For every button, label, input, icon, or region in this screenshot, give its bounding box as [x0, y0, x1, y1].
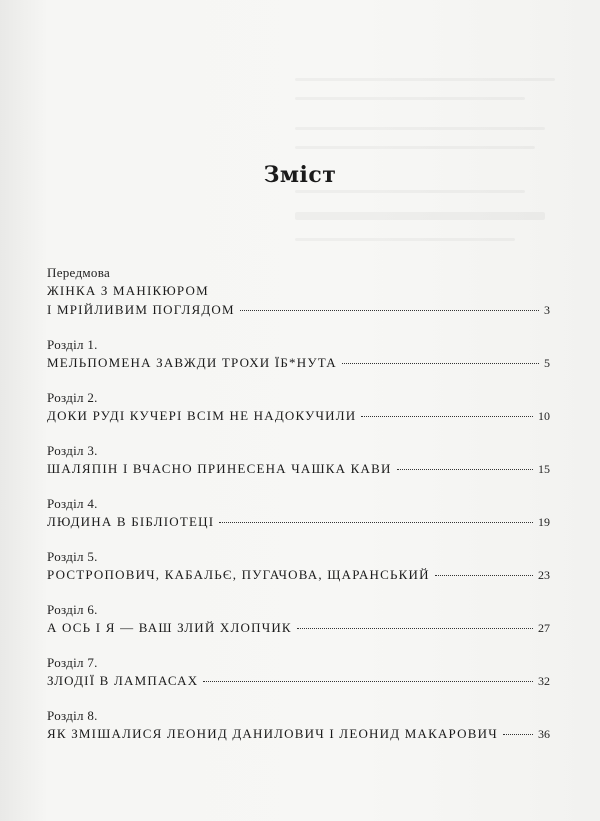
toc-entry-row[interactable]	[47, 512, 550, 532]
show-through-line	[295, 146, 535, 149]
toc-entry-chapter-8	[47, 707, 550, 744]
show-through-line	[295, 190, 525, 193]
toc-entry-label: Розділ 7.	[47, 655, 98, 670]
toc-entry-label: Розділ 6.	[47, 602, 98, 617]
dot-leader	[361, 416, 533, 417]
toc-page-number: 10	[538, 409, 550, 423]
toc-entry-title: ЛЮДИНА В БІБЛІОТЕЦІ	[47, 514, 215, 529]
toc-page-number: 19	[538, 515, 550, 529]
toc-page-number: 3	[544, 303, 550, 317]
toc-entry-chapter-1	[47, 336, 550, 373]
table-of-contents	[47, 264, 550, 760]
toc-entry-chapter-5	[47, 548, 550, 585]
toc-entry-row[interactable]	[47, 459, 550, 479]
dot-leader	[503, 734, 533, 735]
toc-entry-row[interactable]	[47, 406, 550, 426]
toc-entry-chapter-3	[47, 442, 550, 479]
toc-entry-row[interactable]	[47, 671, 550, 691]
show-through-line	[295, 212, 545, 220]
dot-leader	[435, 575, 533, 576]
toc-entry-label: Розділ 4.	[47, 496, 98, 511]
toc-entry-chapter-2	[47, 389, 550, 426]
toc-entry-row[interactable]	[47, 618, 550, 638]
toc-entry-label: Розділ 8.	[47, 708, 98, 723]
toc-entry-title-line: ЖІНКА З МАНІКЮРОМ	[47, 283, 209, 298]
toc-entry-label: Розділ 3.	[47, 443, 98, 458]
toc-page-number: 15	[538, 462, 550, 476]
toc-entry-label: Розділ 5.	[47, 549, 98, 564]
toc-entry-chapter-4	[47, 495, 550, 532]
toc-entry-title: МЕЛЬПОМЕНА ЗАВЖДИ ТРОХИ ЇБ*НУТА	[47, 355, 337, 370]
toc-entry-preface	[47, 264, 550, 320]
toc-page-number: 23	[538, 568, 550, 582]
toc-page-number: 5	[544, 356, 550, 370]
dot-leader	[240, 310, 539, 311]
show-through-line	[295, 78, 555, 81]
page-title: Зміст	[263, 162, 337, 188]
toc-entry-title: А ОСЬ І Я — ВАШ ЗЛИЙ ХЛОПЧИК	[47, 620, 292, 635]
dot-leader	[203, 681, 533, 682]
show-through-line	[295, 238, 515, 241]
toc-entry-label: Передмова	[47, 265, 111, 280]
dot-leader	[219, 522, 533, 523]
toc-page-number: 32	[538, 674, 550, 688]
toc-entry-row[interactable]	[47, 300, 550, 320]
toc-entry-row[interactable]	[47, 353, 550, 373]
dot-leader	[342, 363, 539, 364]
toc-entry-title: РОСТРОПОВИЧ, КАБАЛЬЄ, ПУГАЧОВА, ЩАРАНСЬКИЙ	[47, 567, 430, 582]
dot-leader	[297, 628, 533, 629]
toc-entry-chapter-6	[47, 601, 550, 638]
dot-leader	[397, 469, 533, 470]
toc-entry-title: ЯК ЗМІШАЛИСЯ ЛЕОНИД ДАНИЛОВИЧ І ЛЕОНИД МАКАРОВИЧ	[47, 726, 498, 741]
toc-entry-label: Розділ 1.	[47, 337, 98, 352]
toc-entry-chapter-7	[47, 654, 550, 691]
show-through-line	[295, 127, 545, 130]
toc-entry-title: ШАЛЯПІН І ВЧАСНО ПРИНЕСЕНА ЧАШКА КАВИ	[47, 461, 392, 476]
toc-entry-label: Розділ 2.	[47, 390, 98, 405]
toc-entry-title: ДОКИ РУДІ КУЧЕРІ ВСІМ НЕ НАДОКУЧИЛИ	[47, 408, 357, 423]
toc-entry-row[interactable]	[47, 724, 550, 744]
toc-entry-row[interactable]	[47, 565, 550, 585]
show-through-line	[295, 97, 525, 100]
toc-entry-title: ЗЛОДІЇ В ЛАМПАСАХ	[47, 673, 199, 688]
toc-page-number: 27	[538, 621, 550, 635]
toc-entry-title: І МРІЙЛИВИМ ПОГЛЯДОМ	[47, 302, 235, 317]
toc-page-number: 36	[538, 727, 550, 741]
